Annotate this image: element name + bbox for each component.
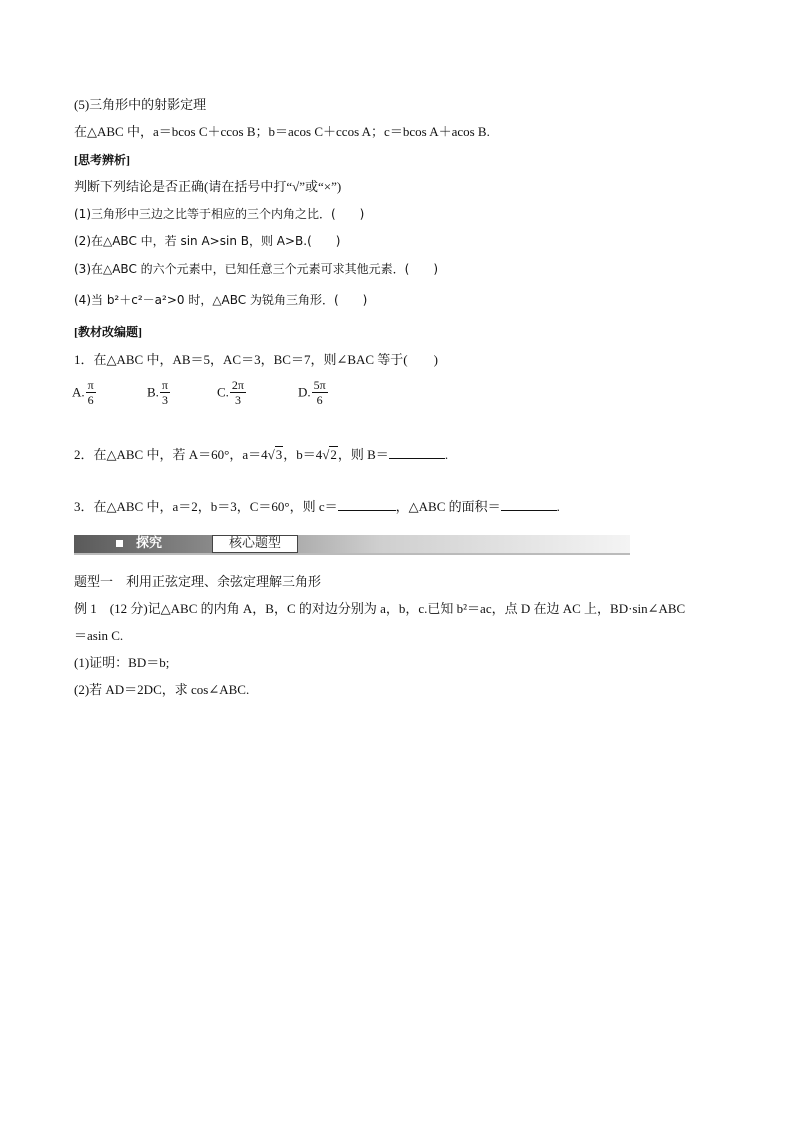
type-1-title: 题型一 利用正弦定理、余弦定理解三角形: [74, 574, 322, 589]
option-a-fraction: [86, 378, 96, 407]
example-1-line-1: 例 1 (12 分)记△ABC 的内角 A，B，C 的对边分别为 a，b，c.已知 b²＝ac，点 D 在边 AC 上，BD·sin∠ABC: [74, 601, 686, 616]
option-d: [298, 378, 328, 407]
square-bullet-icon: [116, 540, 123, 547]
question-2-end: .: [444, 447, 449, 462]
option-b: [147, 378, 170, 407]
option-d-label: D.: [298, 384, 311, 400]
sqrt-2: [322, 446, 338, 464]
question-3: [74, 497, 560, 516]
sqrt-3: [268, 446, 284, 464]
judge-item-4: (4)当 b²＋c²－a²>0 时，△ABC 为锐角三角形．( ): [74, 293, 368, 307]
option-a: [72, 378, 96, 407]
theorem5-title: (5)三角形中的射影定理: [74, 97, 207, 112]
option-a-numerator: π: [87, 378, 94, 392]
option-d-denominator: 6: [316, 393, 323, 407]
question-3-end: .: [556, 499, 560, 514]
question-2: [74, 445, 448, 464]
think-header: [思考辨析]: [74, 153, 130, 167]
section-bar: [74, 535, 630, 553]
question-1-stem: 1．在△ABC 中，AB＝5，AC＝3，BC＝7，则∠BAC 等于( ): [74, 352, 438, 367]
option-c: [217, 378, 246, 407]
section-underline: [74, 553, 630, 555]
judge-instruction: 判断下列结论是否正确(请在括号中打“√”或“×”): [74, 179, 342, 194]
example-1-part-2: (2)若 AD＝2DC，求 cos∠ABC.: [74, 682, 250, 697]
section-title: 核心题型: [212, 535, 298, 553]
option-b-label: B.: [147, 384, 159, 400]
answer-blank[interactable]: [389, 445, 445, 459]
sqrt-3-arg: 3: [275, 447, 283, 462]
section-tag: 探究: [136, 536, 163, 551]
answer-blank-area[interactable]: [501, 497, 557, 511]
question-3-prefix: 3．在△ABC 中，a＝2，b＝3，C＝60°，则 c＝: [74, 499, 338, 514]
question-2-prefix: 2．在△ABC 中，若 A＝60°，a＝4: [74, 447, 268, 462]
option-d-fraction: [312, 378, 328, 407]
example-1-line-2: ＝asin C.: [74, 628, 124, 643]
option-c-label: C.: [217, 384, 229, 400]
option-d-numerator: 5π: [313, 378, 326, 392]
question-3-middle: ，△ABC 的面积＝: [395, 499, 501, 514]
judge-item-1: (1)三角形中三边之比等于相应的三个内角之比．( ): [74, 207, 365, 221]
option-c-numerator: 2π: [231, 378, 244, 392]
question-2-suffix: ，则 B＝: [337, 447, 389, 462]
answer-blank-c[interactable]: [338, 497, 396, 511]
radical-sign: √: [267, 447, 275, 462]
option-c-fraction: [230, 378, 246, 407]
textbook-header: [教材改编题]: [74, 325, 142, 339]
theorem5-body: 在△ABC 中，a＝bcos C＋ccos B；b＝acos C＋ccos A；c＝bcos A＋acos B.: [74, 124, 490, 139]
question-2-middle: ，b＝4: [283, 447, 323, 462]
judge-item-3: (3)在△ABC 的六个元素中，已知任意三个元素可求其他元素．( ): [74, 262, 439, 276]
sqrt-2-arg: 2: [330, 447, 337, 462]
option-a-denominator: 6: [87, 393, 94, 407]
option-b-fraction: [160, 378, 170, 407]
option-b-numerator: π: [161, 378, 168, 392]
example-1-part-1: (1)证明：BD＝b;: [74, 655, 170, 670]
option-b-denominator: 3: [161, 393, 168, 407]
option-a-label: A.: [72, 384, 85, 400]
option-c-denominator: 3: [234, 393, 241, 407]
radical-sign: √: [322, 447, 330, 462]
judge-item-2: (2)在△ABC 中，若 sin A>sin B，则 A>B.( ): [74, 234, 341, 248]
